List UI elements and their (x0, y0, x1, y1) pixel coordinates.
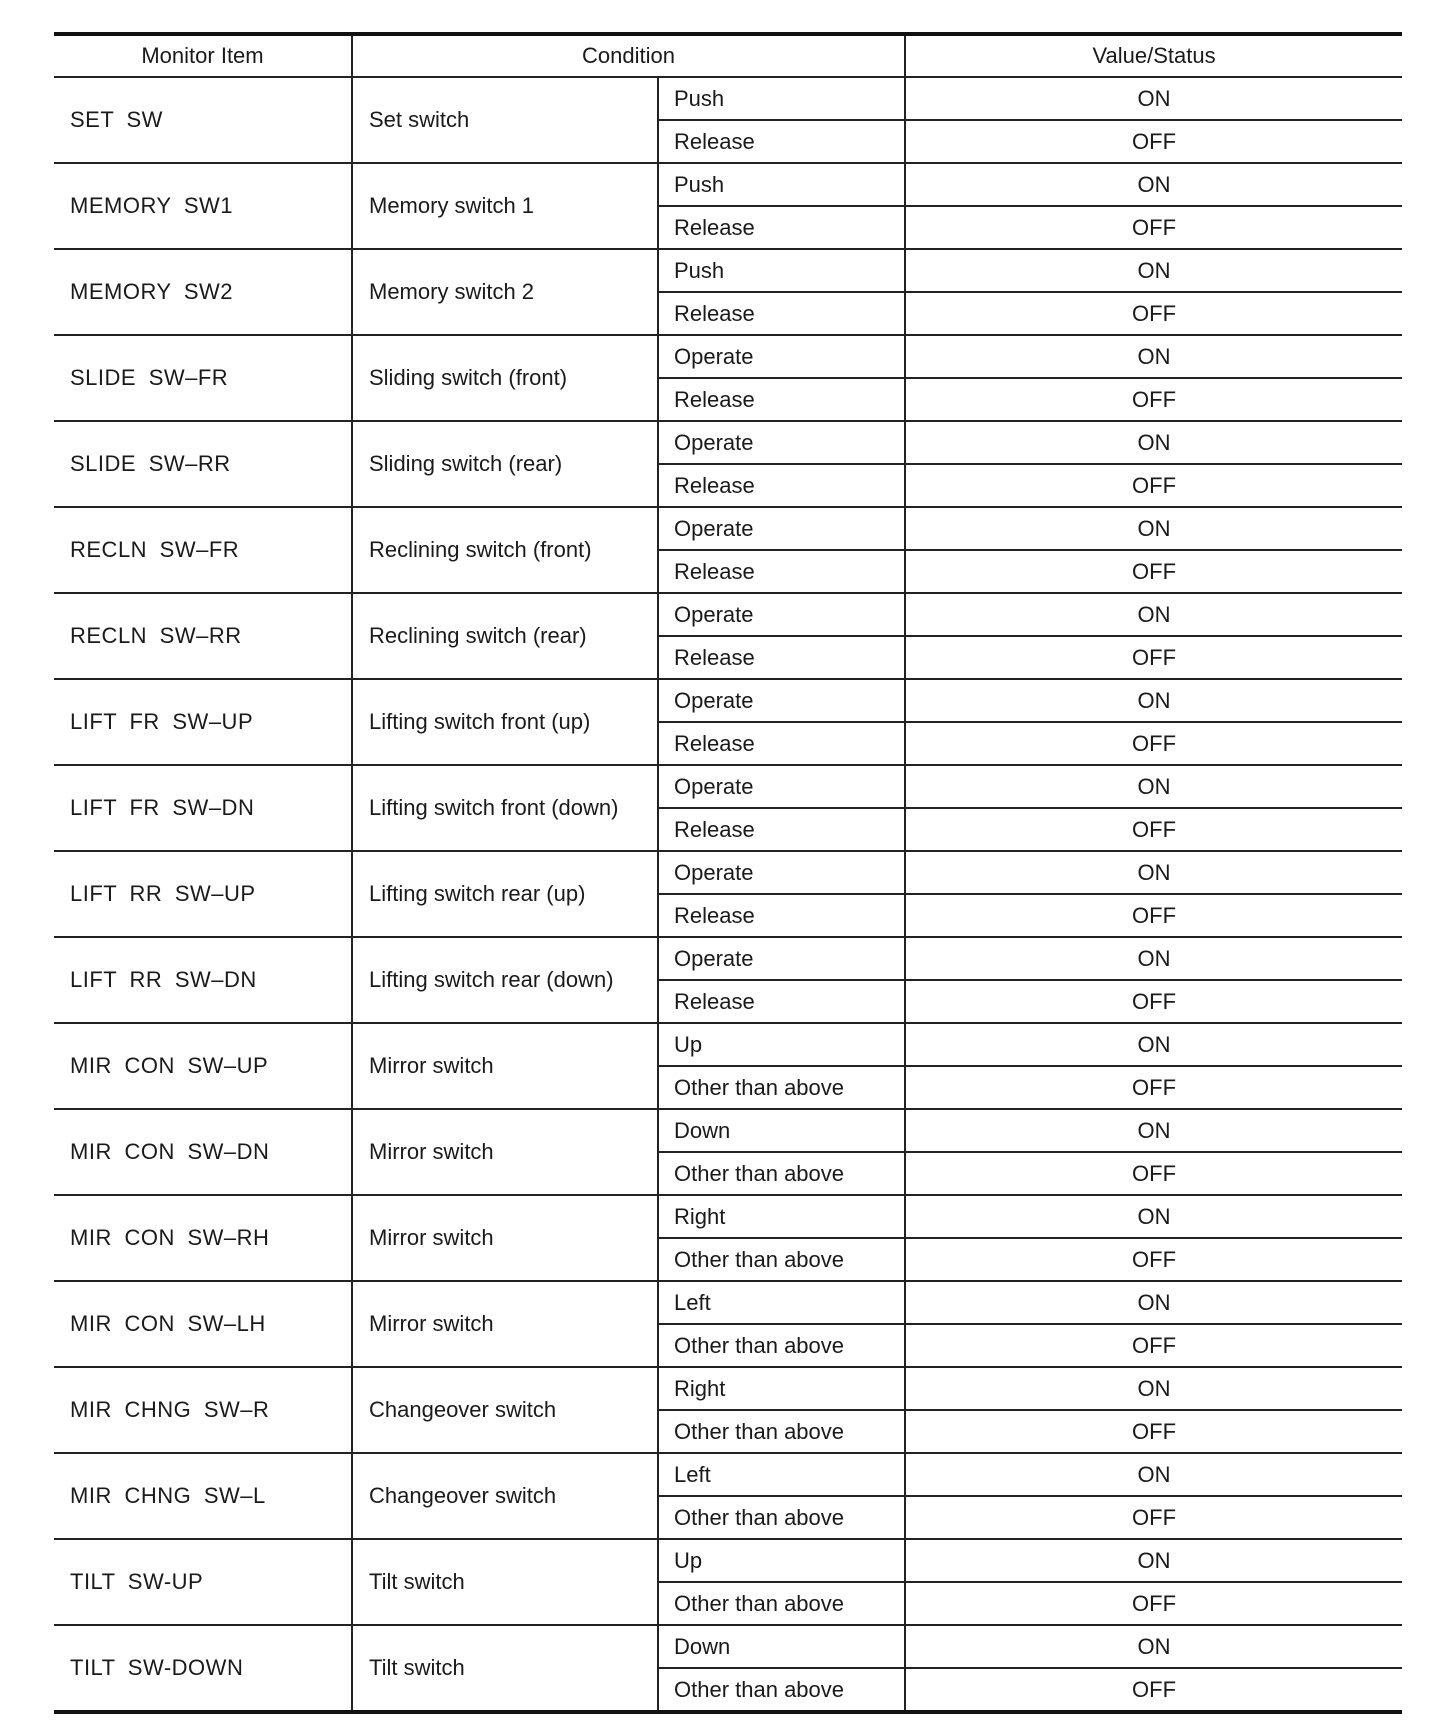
condition-cell: Memory switch 2 (352, 249, 658, 335)
condition-cell: Reclining switch (rear) (352, 593, 658, 679)
sub-condition-cell: Operate (658, 851, 905, 894)
monitor-item-cell: TILT SW-UP (54, 1539, 352, 1625)
value-status-cell: OFF (905, 1410, 1402, 1453)
table-row (54, 1367, 1402, 1410)
sub-condition-cell: Operate (658, 765, 905, 808)
table-row (54, 77, 1402, 120)
value-status-cell: OFF (905, 550, 1402, 593)
condition-cell: Mirror switch (352, 1281, 658, 1367)
condition-cell: Changeover switch (352, 1367, 658, 1453)
header-monitor-item: Monitor Item (54, 34, 352, 77)
value-status-cell: ON (905, 765, 1402, 808)
value-status-cell: ON (905, 1195, 1402, 1238)
sub-condition-cell: Up (658, 1539, 905, 1582)
monitor-item-cell: LIFT RR SW–DN (54, 937, 352, 1023)
sub-condition-cell: Right (658, 1367, 905, 1410)
header-condition: Condition (352, 34, 905, 77)
sub-condition-cell: Operate (658, 507, 905, 550)
table-row (54, 765, 1402, 808)
monitor-item-cell: MIR CHNG SW–L (54, 1453, 352, 1539)
monitor-item-cell: MIR CON SW–LH (54, 1281, 352, 1367)
value-status-cell: OFF (905, 636, 1402, 679)
value-status-cell: OFF (905, 1582, 1402, 1625)
condition-cell: Mirror switch (352, 1195, 658, 1281)
sub-condition-cell: Other than above (658, 1668, 905, 1712)
value-status-cell: OFF (905, 378, 1402, 421)
value-status-cell: ON (905, 593, 1402, 636)
table-row (54, 507, 1402, 550)
table-row (54, 1109, 1402, 1152)
sub-condition-cell: Operate (658, 593, 905, 636)
table-row (54, 421, 1402, 464)
sub-condition-cell: Other than above (658, 1496, 905, 1539)
condition-cell: Reclining switch (front) (352, 507, 658, 593)
value-status-cell: OFF (905, 1238, 1402, 1281)
value-status-cell: ON (905, 1367, 1402, 1410)
table-row (54, 679, 1402, 722)
value-status-cell: OFF (905, 894, 1402, 937)
sub-condition-cell: Release (658, 206, 905, 249)
table-row (54, 1625, 1402, 1668)
table-row (54, 593, 1402, 636)
value-status-cell: ON (905, 1453, 1402, 1496)
value-status-cell: ON (905, 77, 1402, 120)
sub-condition-cell: Release (658, 292, 905, 335)
sub-condition-cell: Other than above (658, 1324, 905, 1367)
value-status-cell: ON (905, 249, 1402, 292)
sub-condition-cell: Release (658, 464, 905, 507)
table-header-row (54, 34, 1402, 77)
value-status-cell: OFF (905, 292, 1402, 335)
value-status-cell: ON (905, 1539, 1402, 1582)
sub-condition-cell: Release (658, 894, 905, 937)
value-status-cell: ON (905, 163, 1402, 206)
table-row (54, 163, 1402, 206)
condition-cell: Tilt switch (352, 1539, 658, 1625)
condition-cell: Changeover switch (352, 1453, 658, 1539)
condition-cell: Lifting switch front (up) (352, 679, 658, 765)
table-row (54, 249, 1402, 292)
sub-condition-cell: Left (658, 1453, 905, 1496)
value-status-cell: ON (905, 1281, 1402, 1324)
value-status-cell: ON (905, 507, 1402, 550)
value-status-cell: OFF (905, 1152, 1402, 1195)
sub-condition-cell: Release (658, 120, 905, 163)
table-body (54, 77, 1402, 1712)
table-row (54, 851, 1402, 894)
sub-condition-cell: Right (658, 1195, 905, 1238)
condition-cell: Memory switch 1 (352, 163, 658, 249)
value-status-cell: OFF (905, 206, 1402, 249)
sub-condition-cell: Operate (658, 937, 905, 980)
value-status-cell: OFF (905, 980, 1402, 1023)
sub-condition-cell: Operate (658, 335, 905, 378)
sub-condition-cell: Operate (658, 679, 905, 722)
value-status-cell: OFF (905, 1066, 1402, 1109)
condition-cell: Lifting switch rear (down) (352, 937, 658, 1023)
value-status-cell: ON (905, 679, 1402, 722)
value-status-cell: ON (905, 335, 1402, 378)
value-status-cell: OFF (905, 1496, 1402, 1539)
sub-condition-cell: Push (658, 249, 905, 292)
condition-cell: Mirror switch (352, 1023, 658, 1109)
table-row (54, 1195, 1402, 1238)
value-status-cell: OFF (905, 808, 1402, 851)
monitor-table (54, 32, 1402, 1714)
sub-condition-cell: Other than above (658, 1066, 905, 1109)
condition-cell: Mirror switch (352, 1109, 658, 1195)
table-row (54, 1023, 1402, 1066)
table-row (54, 937, 1402, 980)
value-status-cell: ON (905, 1023, 1402, 1066)
sub-condition-cell: Up (658, 1023, 905, 1066)
value-status-cell: ON (905, 1625, 1402, 1668)
sub-condition-cell: Release (658, 722, 905, 765)
monitor-item-cell: SLIDE SW–FR (54, 335, 352, 421)
condition-cell: Sliding switch (front) (352, 335, 658, 421)
monitor-item-cell: TILT SW-DOWN (54, 1625, 352, 1712)
sub-condition-cell: Other than above (658, 1410, 905, 1453)
monitor-item-cell: MEMORY SW2 (54, 249, 352, 335)
monitor-item-cell: MEMORY SW1 (54, 163, 352, 249)
sub-condition-cell: Release (658, 550, 905, 593)
value-status-cell: OFF (905, 722, 1402, 765)
monitor-item-cell: RECLN SW–RR (54, 593, 352, 679)
value-status-cell: OFF (905, 464, 1402, 507)
sub-condition-cell: Push (658, 163, 905, 206)
value-status-cell: ON (905, 421, 1402, 464)
monitor-item-cell: MIR CHNG SW–R (54, 1367, 352, 1453)
monitor-item-cell: RECLN SW–FR (54, 507, 352, 593)
table-row (54, 1453, 1402, 1496)
table-row (54, 1539, 1402, 1582)
sub-condition-cell: Release (658, 808, 905, 851)
sub-condition-cell: Other than above (658, 1152, 905, 1195)
monitor-item-cell: LIFT FR SW–UP (54, 679, 352, 765)
monitor-item-cell: LIFT FR SW–DN (54, 765, 352, 851)
monitor-item-cell: SLIDE SW–RR (54, 421, 352, 507)
header-value-status: Value/Status (905, 34, 1402, 77)
condition-cell: Sliding switch (rear) (352, 421, 658, 507)
value-status-cell: OFF (905, 1668, 1402, 1712)
sub-condition-cell: Down (658, 1109, 905, 1152)
sub-condition-cell: Operate (658, 421, 905, 464)
sub-condition-cell: Release (658, 378, 905, 421)
condition-cell: Lifting switch front (down) (352, 765, 658, 851)
condition-cell: Set switch (352, 77, 658, 163)
sub-condition-cell: Release (658, 980, 905, 1023)
condition-cell: Tilt switch (352, 1625, 658, 1712)
sub-condition-cell: Other than above (658, 1582, 905, 1625)
sub-condition-cell: Release (658, 636, 905, 679)
sub-condition-cell: Push (658, 77, 905, 120)
table-row (54, 335, 1402, 378)
value-status-cell: ON (905, 937, 1402, 980)
value-status-cell: ON (905, 1109, 1402, 1152)
monitor-table-container (54, 32, 1402, 1714)
monitor-item-cell: MIR CON SW–DN (54, 1109, 352, 1195)
monitor-item-cell: SET SW (54, 77, 352, 163)
value-status-cell: ON (905, 851, 1402, 894)
condition-cell: Lifting switch rear (up) (352, 851, 658, 937)
monitor-item-cell: LIFT RR SW–UP (54, 851, 352, 937)
value-status-cell: OFF (905, 120, 1402, 163)
sub-condition-cell: Down (658, 1625, 905, 1668)
value-status-cell: OFF (905, 1324, 1402, 1367)
monitor-item-cell: MIR CON SW–RH (54, 1195, 352, 1281)
monitor-item-cell: MIR CON SW–UP (54, 1023, 352, 1109)
sub-condition-cell: Other than above (658, 1238, 905, 1281)
table-row (54, 1281, 1402, 1324)
sub-condition-cell: Left (658, 1281, 905, 1324)
